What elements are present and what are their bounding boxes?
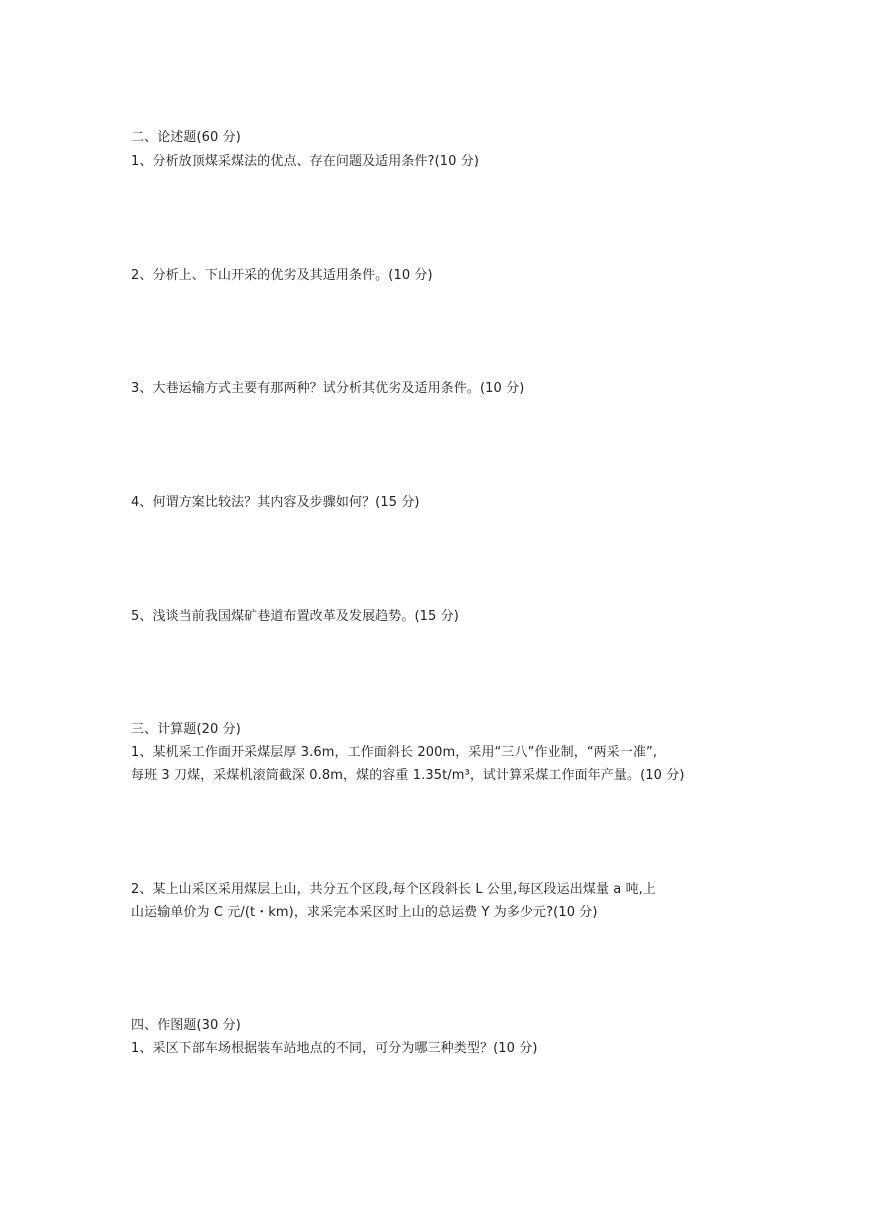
question-2-2: 2、分析上、下山开采的优劣及其适用条件。(10 分) bbox=[131, 268, 433, 283]
question-3-2-line-2: 山运输单价为 C 元/(t・km)，求采完本采区时上山的总运费 Y 为多少元?(10 分) bbox=[131, 905, 598, 920]
section-2-heading: 二、论述题(60 分) bbox=[131, 130, 241, 145]
question-4-1: 1、采区下部车场根据装车站地点的不同，可分为哪三种类型？(10 分) bbox=[131, 1041, 538, 1056]
question-2-5: 5、浅谈当前我国煤矿巷道布置改革及发展趋势。(15 分) bbox=[131, 609, 459, 624]
question-2-4: 4、何谓方案比较法？其内容及步骤如何？(15 分) bbox=[131, 495, 420, 510]
question-3-1-line-1: 1、某机采工作面开采煤层厚 3.6m，工作面斜长 200m，采用“三八”作业制，“两采一准”, bbox=[131, 745, 658, 760]
section-4-heading: 四、作图题(30 分) bbox=[131, 1018, 241, 1033]
question-2-3: 3、大巷运输方式主要有那两种？试分析其优劣及适用条件。(10 分) bbox=[131, 381, 525, 396]
question-2-1: 1、分析放顶煤采煤法的优点、存在问题及适用条件?(10 分) bbox=[131, 154, 479, 169]
section-3-heading: 三、计算题(20 分) bbox=[131, 722, 241, 737]
question-3-1-line-2: 每班 3 刀煤，采煤机滚筒截深 0.8m，煤的容重 1.35t/m³，试计算采煤工作面年产量。(10 分) bbox=[131, 768, 685, 783]
question-3-2-line-1: 2、某上山采区采用煤层上山，共分五个区段,每个区段斜长 L 公里,每区段运出煤量 a 吨,上 bbox=[131, 882, 657, 897]
